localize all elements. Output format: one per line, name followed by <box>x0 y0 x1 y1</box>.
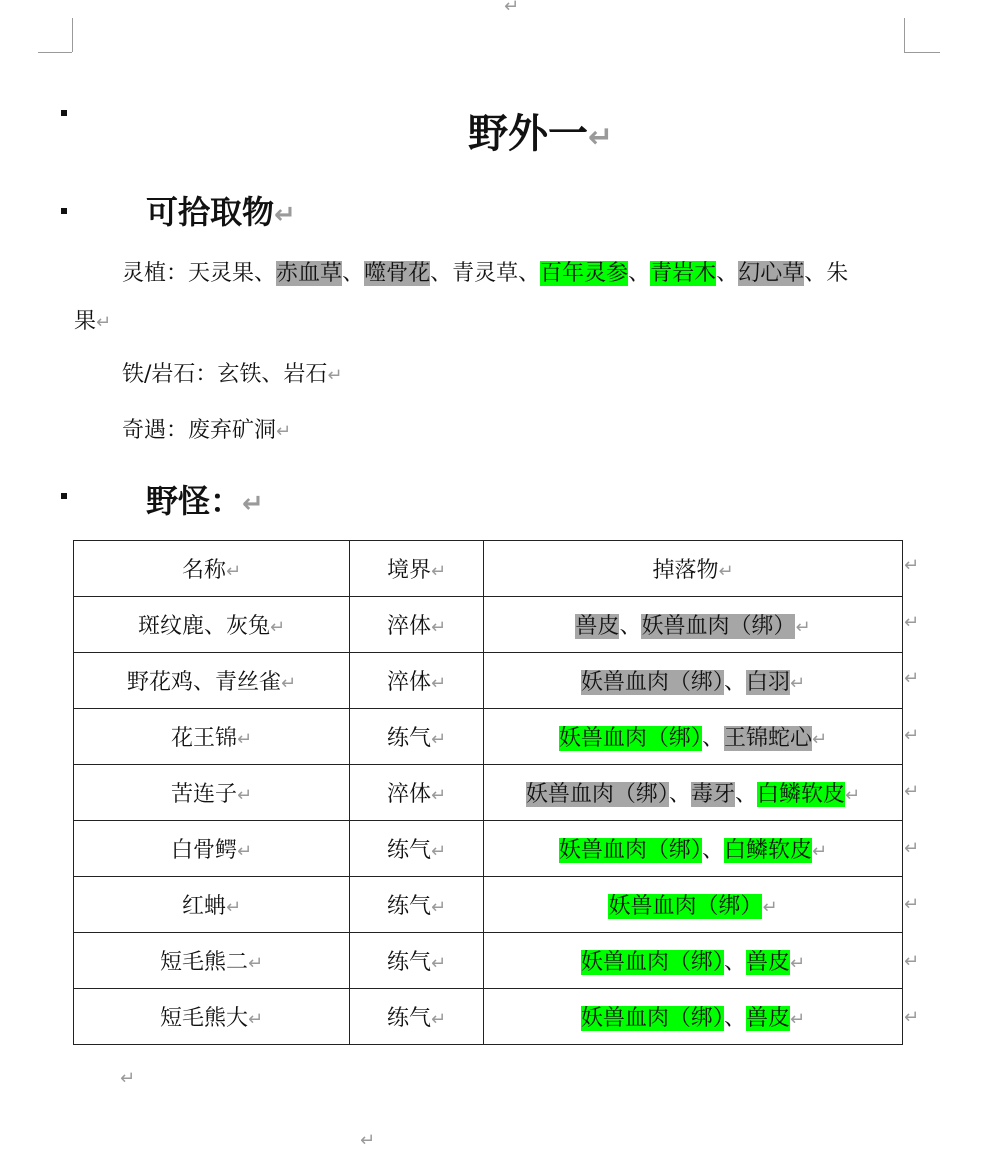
table-row <box>74 821 903 877</box>
paragraph-mark-icon: ↵ <box>236 729 253 750</box>
paragraph-mark-icon: ↵ <box>247 953 264 974</box>
separator: 、 <box>804 261 827 286</box>
monster-realm: 淬体 <box>386 670 431 695</box>
header-text: 掉落物 <box>652 558 719 583</box>
separator: 、 <box>716 261 739 286</box>
paragraph-mark-icon: ↵ <box>504 0 520 17</box>
row-end-mark-icon: ↵ <box>904 668 920 689</box>
list-bullet-icon <box>61 493 67 499</box>
row-end-mark-icon: ↵ <box>904 781 920 802</box>
separator: 、 <box>518 261 541 286</box>
drop-item: 兽皮 <box>745 950 790 975</box>
ore-paragraph[interactable] <box>122 360 343 391</box>
drop-item: 妖兽血肉（绑） <box>608 894 763 919</box>
crop-mark-top-right <box>904 52 940 53</box>
monster-name: 短毛熊大 <box>159 1006 248 1031</box>
event-paragraph[interactable] <box>122 416 291 447</box>
paragraph-mark-icon: ↵ <box>430 785 447 806</box>
drop-item: 白鳞软皮 <box>756 782 845 807</box>
cell-name[interactable] <box>74 989 350 1045</box>
monster-realm: 淬体 <box>386 614 431 639</box>
drop-item: 毒牙 <box>690 782 735 807</box>
drop-item: 兽皮 <box>745 1006 790 1031</box>
drop-item: 妖兽血肉（绑） <box>580 1006 724 1031</box>
cell-name[interactable] <box>74 597 350 653</box>
row-end-mark-icon: ↵ <box>904 724 920 746</box>
cell-realm[interactable] <box>350 653 484 709</box>
monster-realm: 练气 <box>386 1006 431 1031</box>
header-cell-realm[interactable] <box>350 541 484 597</box>
separator: 、 <box>723 670 746 695</box>
paragraph-mark-icon: ↵ <box>430 673 447 694</box>
table-row <box>74 597 903 653</box>
cell-name[interactable] <box>74 877 350 933</box>
monster-name: 短毛熊二 <box>159 950 248 975</box>
cell-name[interactable] <box>74 765 350 821</box>
paragraph-mark-icon: ↵ <box>120 1068 136 1089</box>
table-row <box>74 653 903 709</box>
cell-drops[interactable] <box>484 709 903 765</box>
cell-realm[interactable] <box>350 877 484 933</box>
table-row <box>74 877 903 933</box>
separator: 、 <box>254 261 277 286</box>
plant-item: 幻心草 <box>738 261 805 286</box>
monster-name: 苦连子 <box>170 782 237 807</box>
drop-item: 妖兽血肉（绑） <box>580 950 724 975</box>
crop-mark-top-right <box>904 18 905 52</box>
plant-item: 青灵草 <box>452 261 519 286</box>
header-text: 境界 <box>386 558 431 583</box>
plants-label: 灵植： <box>122 261 189 286</box>
paragraph-mark-icon: ↵ <box>430 841 447 862</box>
section-heading-monsters[interactable] <box>146 479 264 526</box>
separator: 、 <box>619 614 642 639</box>
paragraph-mark-icon: ↵ <box>225 561 242 582</box>
row-end-mark-icon: ↵ <box>904 1007 920 1028</box>
cell-realm[interactable] <box>350 597 484 653</box>
crop-mark-top-left <box>38 52 72 53</box>
title-text: 野外一 <box>468 111 588 157</box>
cell-realm[interactable] <box>350 765 484 821</box>
cell-realm[interactable] <box>350 989 484 1045</box>
cell-drops[interactable] <box>484 765 903 821</box>
plant-item: 噬骨花 <box>364 261 431 286</box>
monster-table <box>73 540 903 1045</box>
cell-realm[interactable] <box>350 709 484 765</box>
heading-text: 野怪： <box>146 482 243 520</box>
drop-item: 兽皮 <box>575 614 620 639</box>
paragraph-mark-icon: ↵ <box>247 1009 264 1030</box>
cell-realm[interactable] <box>350 821 484 877</box>
paragraph-mark-icon: ↵ <box>430 897 447 918</box>
monster-realm: 练气 <box>386 894 431 919</box>
monster-name: 红蚺 <box>181 894 226 919</box>
drop-item: 白鳞软皮 <box>723 838 812 863</box>
drop-item: 妖兽血肉（绑） <box>558 838 702 863</box>
ore-text: 铁/岩石：玄铁、岩石 <box>122 362 328 387</box>
separator: 、 <box>723 950 746 975</box>
monster-realm: 练气 <box>386 838 431 863</box>
paragraph-mark-icon: ↵ <box>430 1009 447 1030</box>
separator: 、 <box>430 261 453 286</box>
paragraph-mark-icon: ↵ <box>789 673 806 694</box>
paragraph-mark-icon: ↵ <box>269 617 286 638</box>
plants-continuation-text: 果 <box>74 309 97 334</box>
event-text: 奇遇：废弃矿洞 <box>122 418 277 443</box>
drop-item: 白羽 <box>745 670 790 695</box>
paragraph-mark-icon: ↵ <box>844 785 861 806</box>
monster-name: 斑纹鹿、灰兔 <box>137 614 270 639</box>
drop-item: 妖兽血肉（绑） <box>525 782 669 807</box>
paragraph-mark-icon: ↵ <box>236 785 253 806</box>
monster-realm: 练气 <box>386 726 431 751</box>
cell-name[interactable] <box>74 821 350 877</box>
separator: 、 <box>668 782 691 807</box>
cell-drops[interactable] <box>484 989 903 1045</box>
cell-drops[interactable] <box>484 821 903 877</box>
table-header-row <box>74 541 903 597</box>
paragraph-mark-icon: ↵ <box>789 1009 806 1030</box>
plant-item: 朱 <box>826 261 849 286</box>
cell-name[interactable] <box>74 653 350 709</box>
drop-item: 妖兽血肉（绑） <box>580 670 724 695</box>
paragraph-mark-icon: ↵ <box>276 421 292 442</box>
cell-drops[interactable] <box>484 933 903 989</box>
monster-realm: 练气 <box>386 950 431 975</box>
cell-drops[interactable] <box>484 877 903 933</box>
drop-item: 王锦蛇心 <box>723 726 812 751</box>
row-end-mark-icon: ↵ <box>904 894 920 915</box>
row-end-mark-icon: ↵ <box>904 950 920 972</box>
paragraph-mark-icon: ↵ <box>430 729 447 750</box>
table-row <box>74 765 903 821</box>
plant-item: 赤血草 <box>276 261 343 286</box>
crop-mark-top-left <box>72 18 73 52</box>
heading-text: 可拾取物 <box>146 193 275 231</box>
separator: 、 <box>342 261 365 286</box>
page-title[interactable] <box>468 106 613 166</box>
paragraph-mark-icon: ↵ <box>430 561 447 582</box>
paragraph-mark-icon: ↵ <box>588 120 614 155</box>
plant-item: 百年灵参 <box>540 261 629 286</box>
cell-realm[interactable] <box>350 933 484 989</box>
plants-paragraph[interactable] <box>122 259 848 289</box>
row-end-mark-icon: ↵ <box>904 611 920 633</box>
monster-name: 白骨鳄 <box>170 838 237 863</box>
drop-item: 妖兽血肉（绑） <box>641 614 796 639</box>
paragraph-mark-icon: ↵ <box>96 312 112 333</box>
paragraph-mark-icon: ↵ <box>789 953 806 974</box>
paragraph-mark-icon: ↵ <box>430 617 447 638</box>
table-row <box>74 709 903 765</box>
paragraph-mark-icon: ↵ <box>242 489 264 519</box>
paragraph-mark-icon: ↵ <box>795 617 811 638</box>
paragraph-mark-icon: ↵ <box>811 841 828 862</box>
monster-realm: 淬体 <box>386 782 431 807</box>
header-cell-drops[interactable] <box>484 541 903 597</box>
cell-drops[interactable] <box>484 653 903 709</box>
list-bullet-icon <box>61 208 67 214</box>
separator: 、 <box>701 838 724 863</box>
cell-name[interactable] <box>74 709 350 765</box>
row-end-mark-icon: ↵ <box>904 555 920 576</box>
plant-item: 青岩木 <box>650 261 717 286</box>
separator: 、 <box>723 1006 746 1031</box>
paragraph-mark-icon: ↵ <box>360 1130 376 1151</box>
list-bullet-icon <box>61 110 67 116</box>
plants-paragraph-continuation[interactable] <box>74 307 111 338</box>
paragraph-mark-icon: ↵ <box>430 953 447 974</box>
paragraph-mark-icon: ↵ <box>327 365 343 386</box>
row-end-mark-icon: ↵ <box>904 837 920 859</box>
header-text: 名称 <box>181 558 226 583</box>
paragraph-mark-icon: ↵ <box>274 200 296 230</box>
cell-name[interactable] <box>74 933 350 989</box>
separator: 、 <box>734 782 757 807</box>
section-heading-pickups[interactable] <box>146 190 296 237</box>
header-cell-name[interactable] <box>74 541 350 597</box>
table-row <box>74 989 903 1045</box>
plant-item: 天灵果 <box>188 261 255 286</box>
separator: 、 <box>701 726 724 751</box>
table-row <box>74 933 903 989</box>
monster-name: 花王锦 <box>170 726 237 751</box>
paragraph-mark-icon: ↵ <box>280 673 297 694</box>
paragraph-mark-icon: ↵ <box>236 841 253 862</box>
cell-drops[interactable] <box>484 597 903 653</box>
separator: 、 <box>628 261 651 286</box>
paragraph-mark-icon: ↵ <box>718 561 734 582</box>
paragraph-mark-icon: ↵ <box>811 729 828 750</box>
paragraph-mark-icon: ↵ <box>762 897 778 918</box>
paragraph-mark-icon: ↵ <box>225 897 242 918</box>
drop-item: 妖兽血肉（绑） <box>558 726 702 751</box>
monster-name: 野花鸡、青丝雀 <box>126 670 281 695</box>
